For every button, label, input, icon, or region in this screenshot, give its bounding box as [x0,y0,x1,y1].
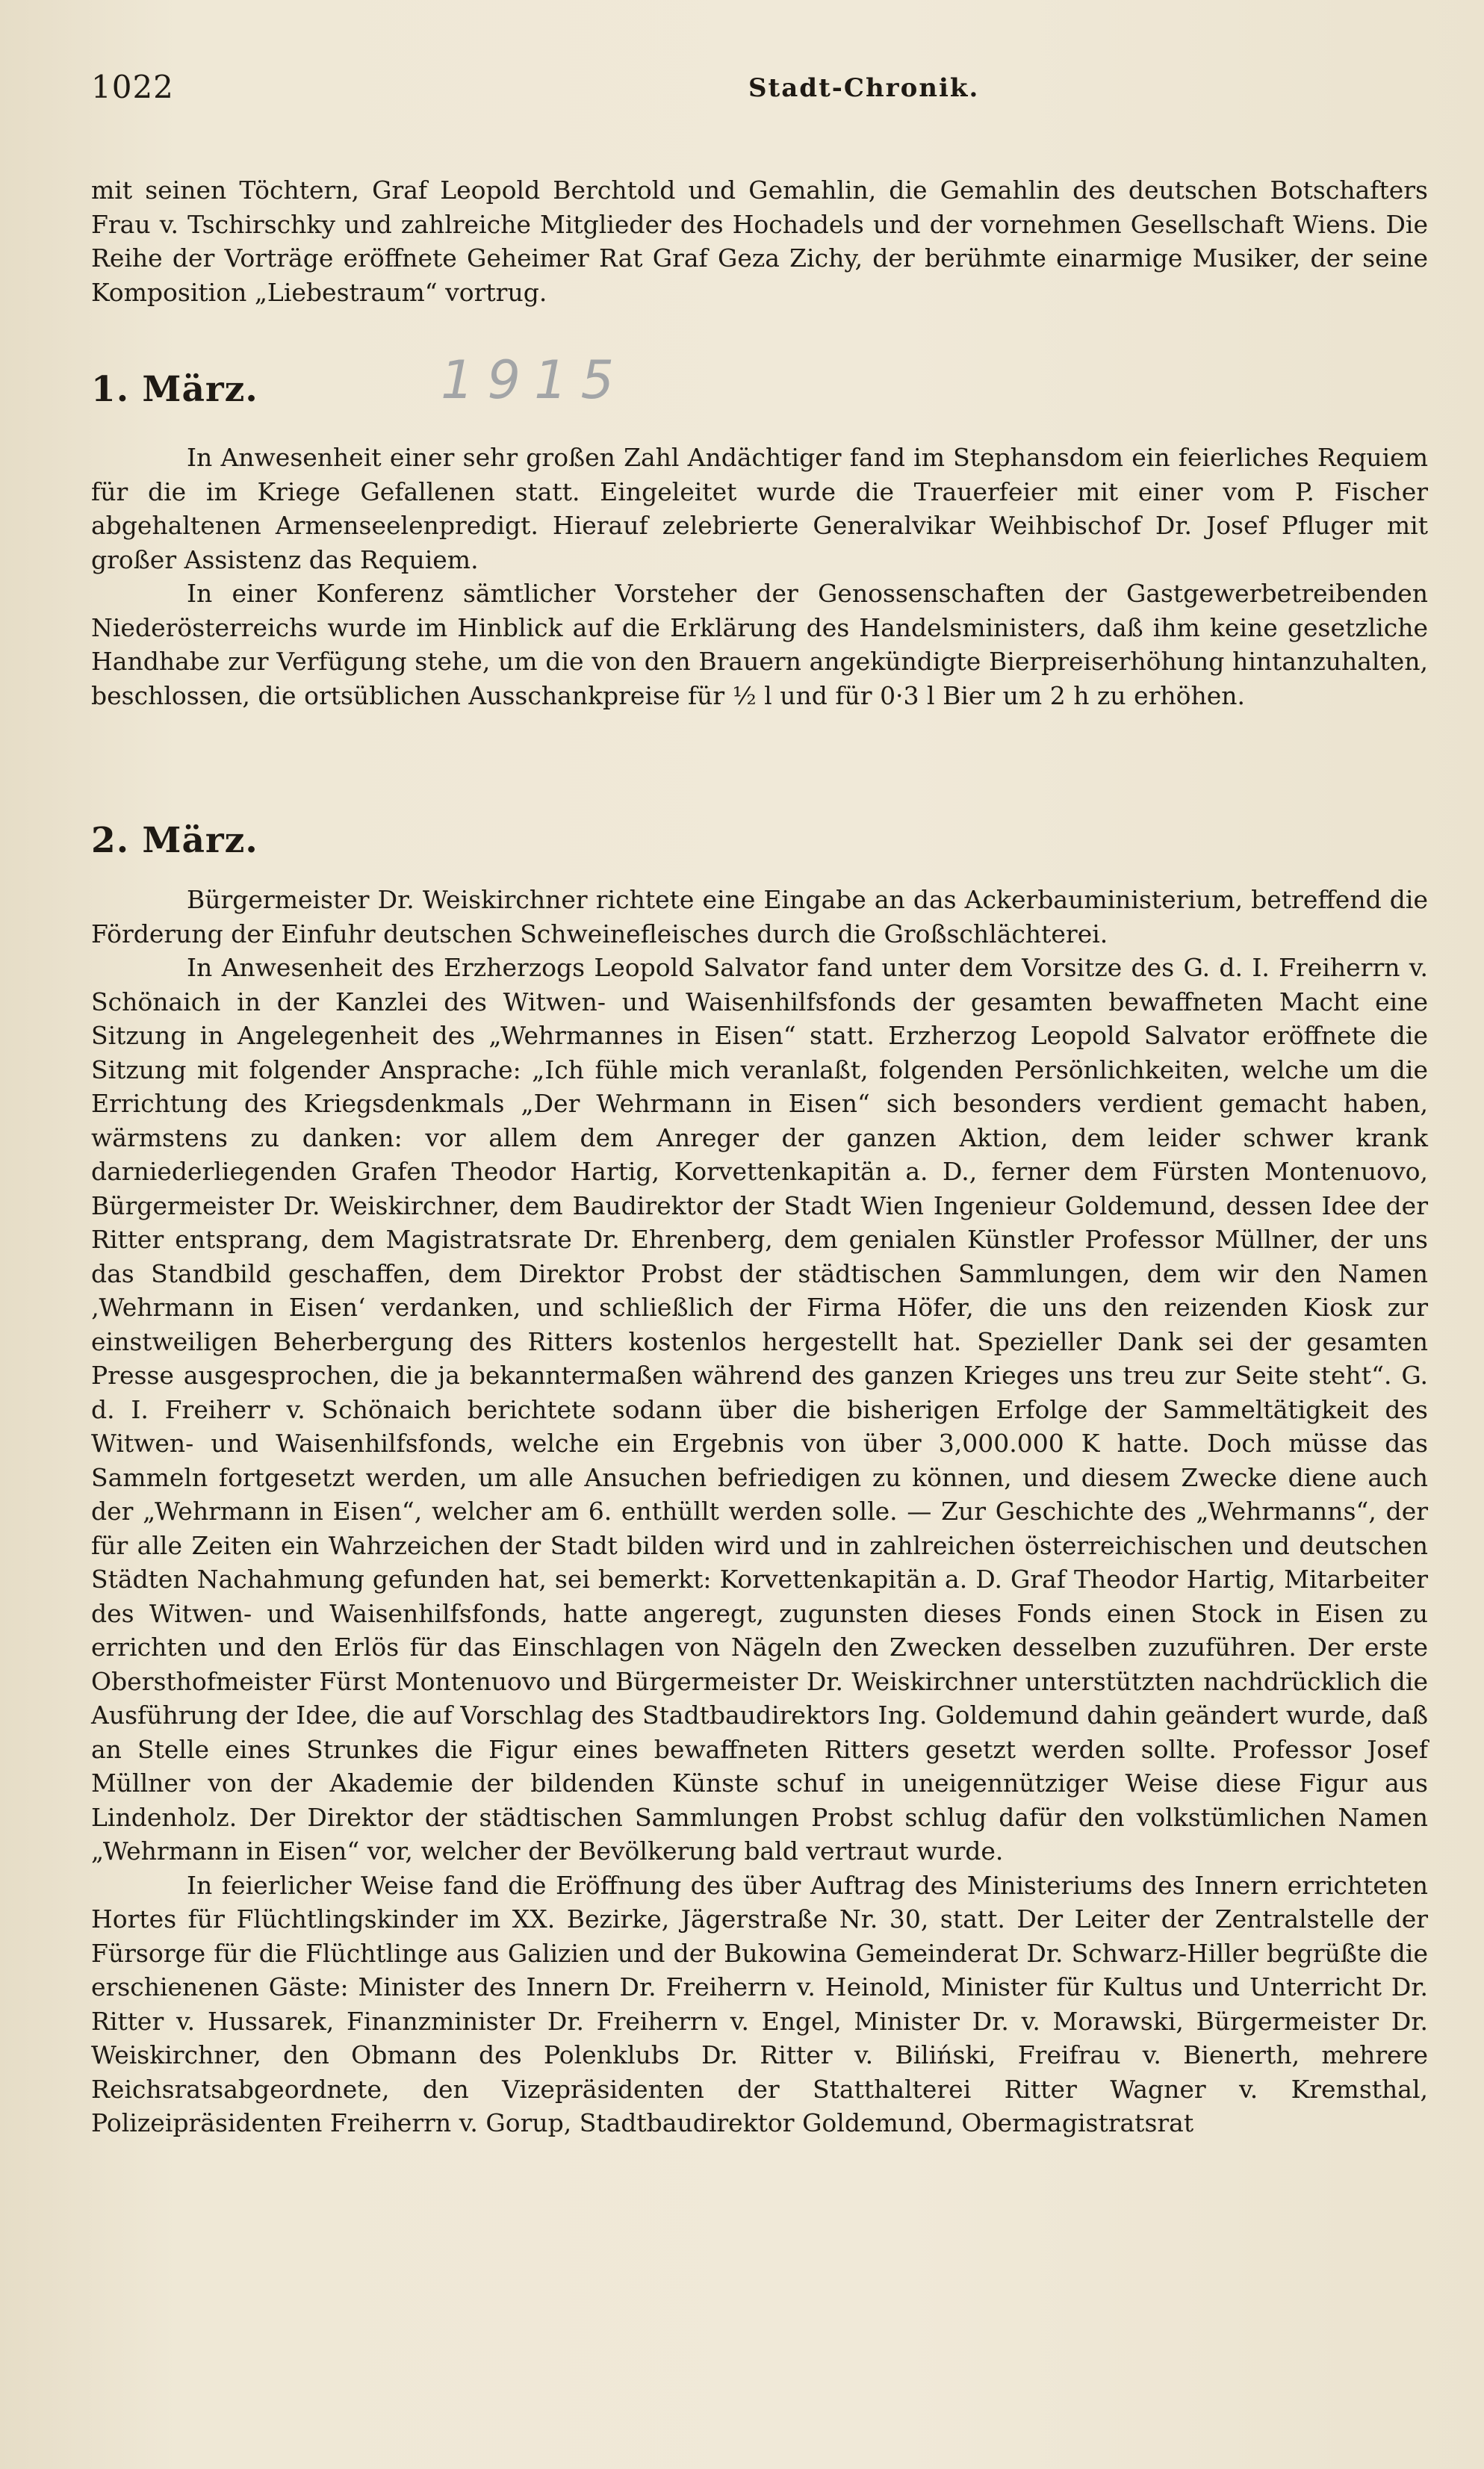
paragraph: In feierlicher Weise fand die Eröffnung des über Auftrag des Ministeriums des Innern errichteten Hortes für Flüchtlingskinder im XX. Bezirke, Jägerstraße Nr. 30, statt. Der Leiter der Zentralstelle der Fürsorge für die Flüchtlinge aus Galizien und der Bukowina Gemeinderat Dr. Schwarz-Hiller begrüßte die erschienenen Gäste: Minister des Innern Dr. Freiherrn v. Heinold, Minister für Kultus und Unterricht Dr. Ritter v. Hussarek, Finanzminister Dr. Freiherrn v. Engel, Minister Dr. v. Morawski, Bürgermeister Dr. Weiskirchner, den Obmann des Polenklubs Dr. Ritter v. Biliński, Freifrau v. Bienerth, mehrere Reichsratsabgeordnete, den Vizepräsidenten der Statthalterei Ritter Wagner v. Kremsthal, Polizeipräsidenten Freiherrn v. Gorup, Stadtbaudirektor Goldemund, Obermagistratsrat [91,1870,1428,2137]
section-body-march-1 [91,441,1428,712]
page-header [91,69,1428,111]
paragraph: In Anwesenheit einer sehr großen Zahl Andächtiger fand im Stephansdom ein feierliches Requiem für die im Kriege Gefallenen statt. Eingeleitet wurde die Trauerfeier mit einer vom P. Fischer abgehaltenen Armenseelenpredigt. Hierauf zelebrierte Generalvikar Weihbischof Dr. Josef Pfluger mit großer Assistenz das Requiem. [91,443,1428,574]
paragraph: Bürgermeister Dr. Weiskirchner richtete eine Eingabe an das Ackerbauministerium, betreffend die Förderung der Einfuhr deutschen Schweinefleisches durch die Großschlächterei. [91,885,1428,948]
section-heading-march-2: 2. März. [91,820,258,861]
paragraph: In einer Konferenz sämtlicher Vorsteher der Genossenschaften der Gastgewerbetreibenden Niederösterreichs wurde im Hinblick auf die Erklärung des Handelsministers, daß ihm keine gesetzliche Handhabe zur Verfügung stehe, um die von den Brauern angekündigte Bierpreiserhöhung hintanzuhalten, beschlossen, die ortsüblichen Ausschankpreise für ½ l und für 0·3 l Bier um 2 h zu erhöhen. [91,579,1428,710]
paragraph: In Anwesenheit des Erzherzogs Leopold Salvator fand unter dem Vorsitze des G. d. I. Freiherrn v. Schönaich in der Kanzlei des Witwen- und Waisenhilfsfonds der gesamten bewaffneten Macht eine Sitzung in Angelegenheit des „Wehrmannes in Eisen“ statt. Erzherzog Leopold Salvator eröffnete die Sitzung mit folgender Ansprache: „Ich fühle mich veranlaßt, folgenden Persönlichkeiten, welche um die Errichtung des Kriegsdenkmals „Der Wehrmann in Eisen“ sich besonders verdient gemacht haben, wärmstens zu danken: vor allem dem Anreger der ganzen Aktion, dem leider schwer krank darniederliegenden Grafen Theodor Hartig, Korvettenkapitän a. D., ferner dem Fürsten Montenuovo, Bürgermeister Dr. Weiskirchner, dem Baudirektor der Stadt Wien Ingenieur Goldemund, dessen Idee der Ritter entsprang, dem Magistratsrate Dr. Ehrenberg, dem genialen Künstler Professor Müllner, der uns das Standbild geschaffen, dem Direktor Probst der städtischen Sammlungen, dem wir den Namen ‚Wehrmann in Eisen‘ verdanken, und schließlich der Firma Höfer, die uns den reizenden Kiosk zur einstweiligen Beherbergung des Ritters kostenlos hergestellt hat. Spezieller Dank sei der gesamten Presse ausgesprochen, die ja bekanntermaßen während des ganzen Krieges uns treu zur Seite steht“. G. d. I. Freiherr v. Schönaich berichtete sodann über die bisherigen Erfolge der Sammeltätigkeit des Witwen- und Waisenhilfsfonds, welche ein Ergebnis von über 3,000.000 K hatte. Doch müsse das Sammeln fortgesetzt werden, um alle Ansuchen befriedigen zu können, und diesem Zwecke diene auch der „Wehrmann in Eisen“, welcher am 6. enthüllt werden solle. — Zur Geschichte des „Wehrmanns“, der für alle Zeiten ein Wahrzeichen der Stadt bilden wird und in zahlreichen österreichischen und deutschen Städten Nachahmung gefunden hat, sei bemerkt: Korvettenkapitän a. D. Graf Theodor Hartig, Mitarbeiter des Witwen- und Waisenhilfsfonds, hatte angeregt, zugunsten dieses Fonds einen Stock in Eisen zu errichten und den Erlös für das Einschlagen von Nägeln den Zwecken desselben zuzuführen. Der erste Obersthofmeister Fürst Montenuovo und Bürgermeister Dr. Weiskirchner unterstützten nachdrücklich die Ausführung der Idee, die auf Vorschlag des Stadtbaudirektors Ing. Goldemund dahin geändert wurde, daß an Stelle eines Strunkes die Figur eines bewaffneten Ritters gesetzt werden sollte. Professor Josef Müllner von der Akademie der bildenden Künste schuf in uneigennütziger Weise diese Figur aus Lindenholz. Der Direktor der städtischen Sammlungen Probst schlug dafür den volkstümlichen Namen „Wehrmann in Eisen“ vor, welcher der Bevölkerung bald vertraut wurde. [91,953,1428,1866]
section-body-march-2 [91,883,1428,2140]
page-number: 1022 [91,69,174,105]
handwritten-annotation: 1915 [441,350,628,411]
intro-paragraph: mit seinen Töchtern, Graf Leopold Berchtold und Gemahlin, die Gemahlin des deutschen Botschafters Frau v. Tschirschky und zahlreiche Mitglieder des Hochadels und der vornehmen Gesellschaft Wiens. Die Reihe der Vorträge eröffnete Geheimer Rat Graf Geza Zichy, der berühmte einarmige Musiker, der seine Komposition „Liebestraum“ vortrug. [91,176,1428,307]
section-heading-march-1: 1. März. [91,369,258,410]
running-title: Stadt-Chronik. [748,73,980,103]
